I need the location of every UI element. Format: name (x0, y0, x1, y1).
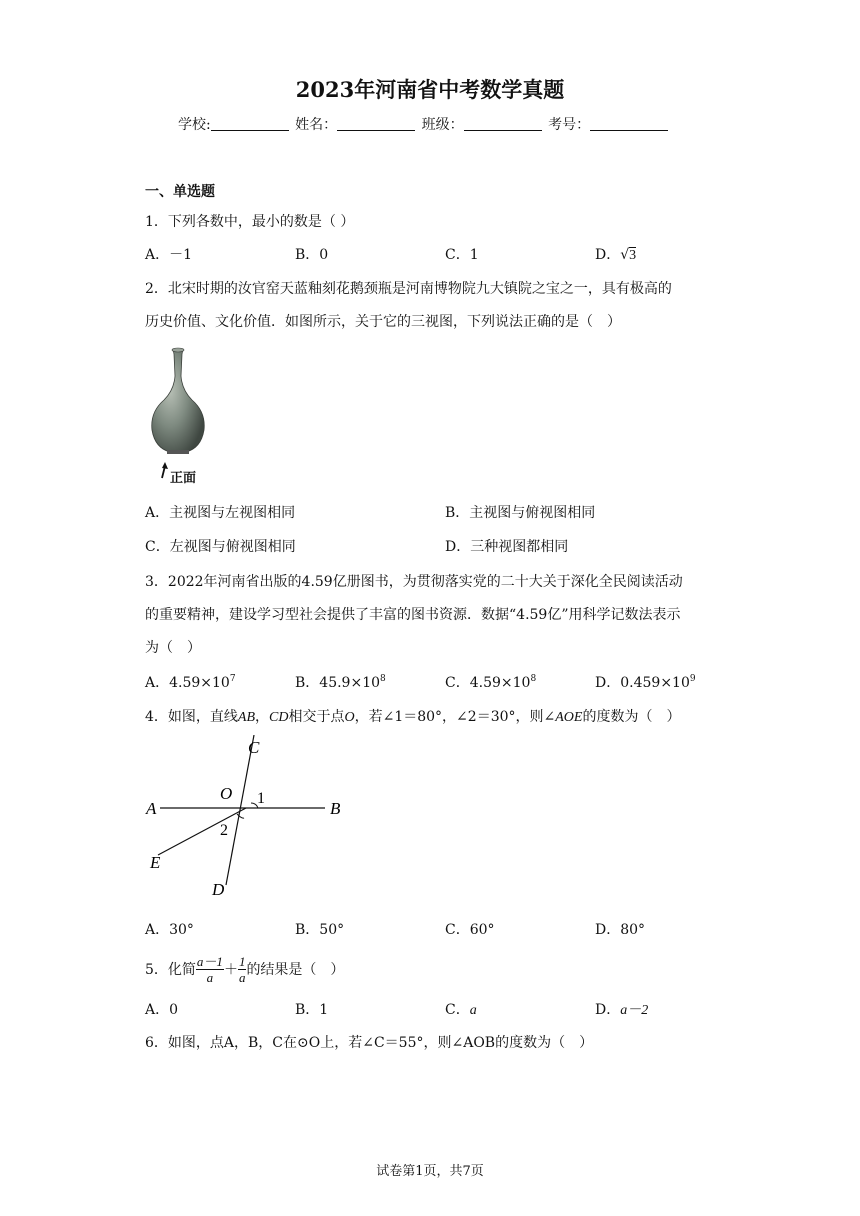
class-label: 班级： (421, 117, 464, 133)
question-3-line-1: 3．2022年河南省出版的4.59亿册图书，为贯彻落实党的二十大关于深化全民阅读活动 (145, 574, 683, 590)
q1-option-b: B．0 (295, 247, 329, 263)
line-cd (226, 735, 254, 885)
student-info-line (178, 114, 670, 134)
fraction-1 (196, 954, 224, 985)
label-e: E (150, 853, 161, 872)
q5-option-a: A．0 (145, 1002, 179, 1018)
q5-prefix: 5．化简 (145, 962, 196, 978)
q5-d-value: a－2 (620, 1003, 649, 1018)
q4-angle-aoe: AOE (555, 710, 583, 725)
label-a: A (146, 799, 157, 818)
question-6-stem: 6．如图，点A，B，C在⊙O上，若∠C＝55°，则∠AOB的度数为（ ） (145, 1035, 594, 1051)
school-label: 学校: (178, 117, 211, 133)
q5-option-b: B．1 (295, 1002, 329, 1018)
q1-option-d-prefix: D． (595, 247, 621, 263)
q3-option-c (445, 672, 536, 692)
q4-option-c: C．60° (445, 922, 495, 938)
label-angle-1: 1 (257, 790, 265, 807)
page-footer: 试卷第1页，共7页 (376, 1164, 484, 1179)
question-5-stem (145, 951, 344, 987)
q1-option-a: A．－1 (145, 247, 193, 263)
q2-option-d: D．三种视图都相同 (445, 539, 569, 555)
sqrt-symbol: √ (620, 247, 630, 263)
q3-a-base: 4.59×10 (169, 675, 230, 691)
question-3-line-3: 为（ ） (145, 640, 201, 656)
q3-d-prefix: D． (595, 675, 621, 691)
question-4-stem (145, 706, 680, 726)
q3-c-exp: 8 (530, 674, 537, 684)
q4-text-4: 的度数为（ ） (582, 709, 681, 725)
fraction-2-denominator: a (238, 969, 246, 985)
school-blank[interactable] (211, 116, 289, 131)
q4-text-2: 相交于点 (288, 709, 345, 725)
q3-b-prefix: B． (295, 675, 320, 691)
q1-option-d (595, 244, 636, 264)
question-2-line-2: 历史价值、文化价值．如图所示，关于它的三视图，下列说法正确的是（ ） (145, 314, 621, 330)
fraction-2-numerator: 1 (238, 953, 246, 969)
q4-option-a: A．30° (145, 922, 194, 938)
vase-image (146, 346, 216, 486)
question-2-line-1: 2．北宋时期的汝官窑天蓝釉刻花鹅颈瓶是河南博物院九大镇院之宝之一，具有极高的 (145, 281, 672, 297)
q5-c-prefix: C． (445, 1002, 470, 1018)
q3-d-exp: 9 (689, 674, 696, 684)
q3-a-prefix: A． (145, 675, 170, 691)
name-label: 姓名： (295, 117, 338, 133)
q4-line-cd: CD (269, 710, 289, 725)
q4-text-3: ，若∠1＝80°，∠2＝30°，则∠ (354, 709, 556, 725)
q3-c-prefix: C． (445, 675, 470, 691)
q4-option-b: B．50° (295, 922, 345, 938)
q3-option-a (145, 672, 236, 692)
front-view-label: 正面 (170, 471, 197, 486)
q3-b-exp: 8 (380, 674, 386, 684)
plus-sign: ＋ (223, 962, 238, 978)
fraction-1-denominator: a (206, 969, 214, 985)
vase-figure (146, 346, 216, 486)
label-o: O (220, 784, 233, 803)
question-1-stem: 1．下列各数中，最小的数是（ ） (145, 214, 355, 230)
q3-a-exp: 7 (229, 674, 236, 684)
intersecting-lines-figure (140, 735, 360, 905)
q2-option-c: C．左视图与俯视图相同 (145, 539, 296, 555)
q4-point-o: O (344, 710, 355, 725)
fraction-1-numerator: a－1 (196, 953, 223, 969)
q2-option-a: A．主视图与左视图相同 (145, 505, 296, 521)
exam-number-label: 考号： (548, 117, 591, 133)
label-b: B (330, 799, 341, 818)
class-blank[interactable] (464, 116, 542, 131)
q3-option-b (295, 672, 386, 692)
question-3-line-2: 的重要精神，建设学习型社会提供了丰富的图书资源．数据“4.59亿”用科学记数法表示 (145, 607, 681, 623)
q5-d-prefix: D． (595, 1002, 621, 1018)
q5-suffix: 的结果是（ ） (246, 962, 345, 978)
q1-option-c: C．1 (445, 247, 479, 263)
q4-option-d: D．80° (595, 922, 646, 938)
exam-number-blank[interactable] (590, 116, 668, 131)
fraction-2 (238, 954, 247, 985)
q3-option-d (595, 672, 696, 692)
q5-c-value: a (469, 1003, 477, 1018)
sqrt-radicand: 3 (629, 248, 637, 263)
q5-option-c (445, 999, 477, 1019)
q4-sep: ， (255, 709, 270, 725)
front-arrow-head (162, 462, 168, 469)
label-d: D (212, 880, 225, 899)
section-title: 一、单选题 (145, 184, 215, 200)
q3-b-base: 45.9×10 (319, 675, 381, 691)
q4-line-ab: AB (237, 710, 256, 725)
q5-option-d (595, 999, 648, 1019)
exam-title: 2023年河南省中考数学真题 (295, 77, 565, 102)
label-c: C (248, 738, 260, 757)
label-angle-2: 2 (220, 822, 228, 839)
name-blank[interactable] (337, 116, 415, 131)
q3-c-base: 4.59×10 (469, 675, 531, 691)
q3-d-base: 0.459×10 (620, 675, 690, 691)
q4-text-1: 4．如图，直线 (145, 709, 238, 725)
q2-option-b: B．主视图与俯视图相同 (445, 505, 596, 521)
